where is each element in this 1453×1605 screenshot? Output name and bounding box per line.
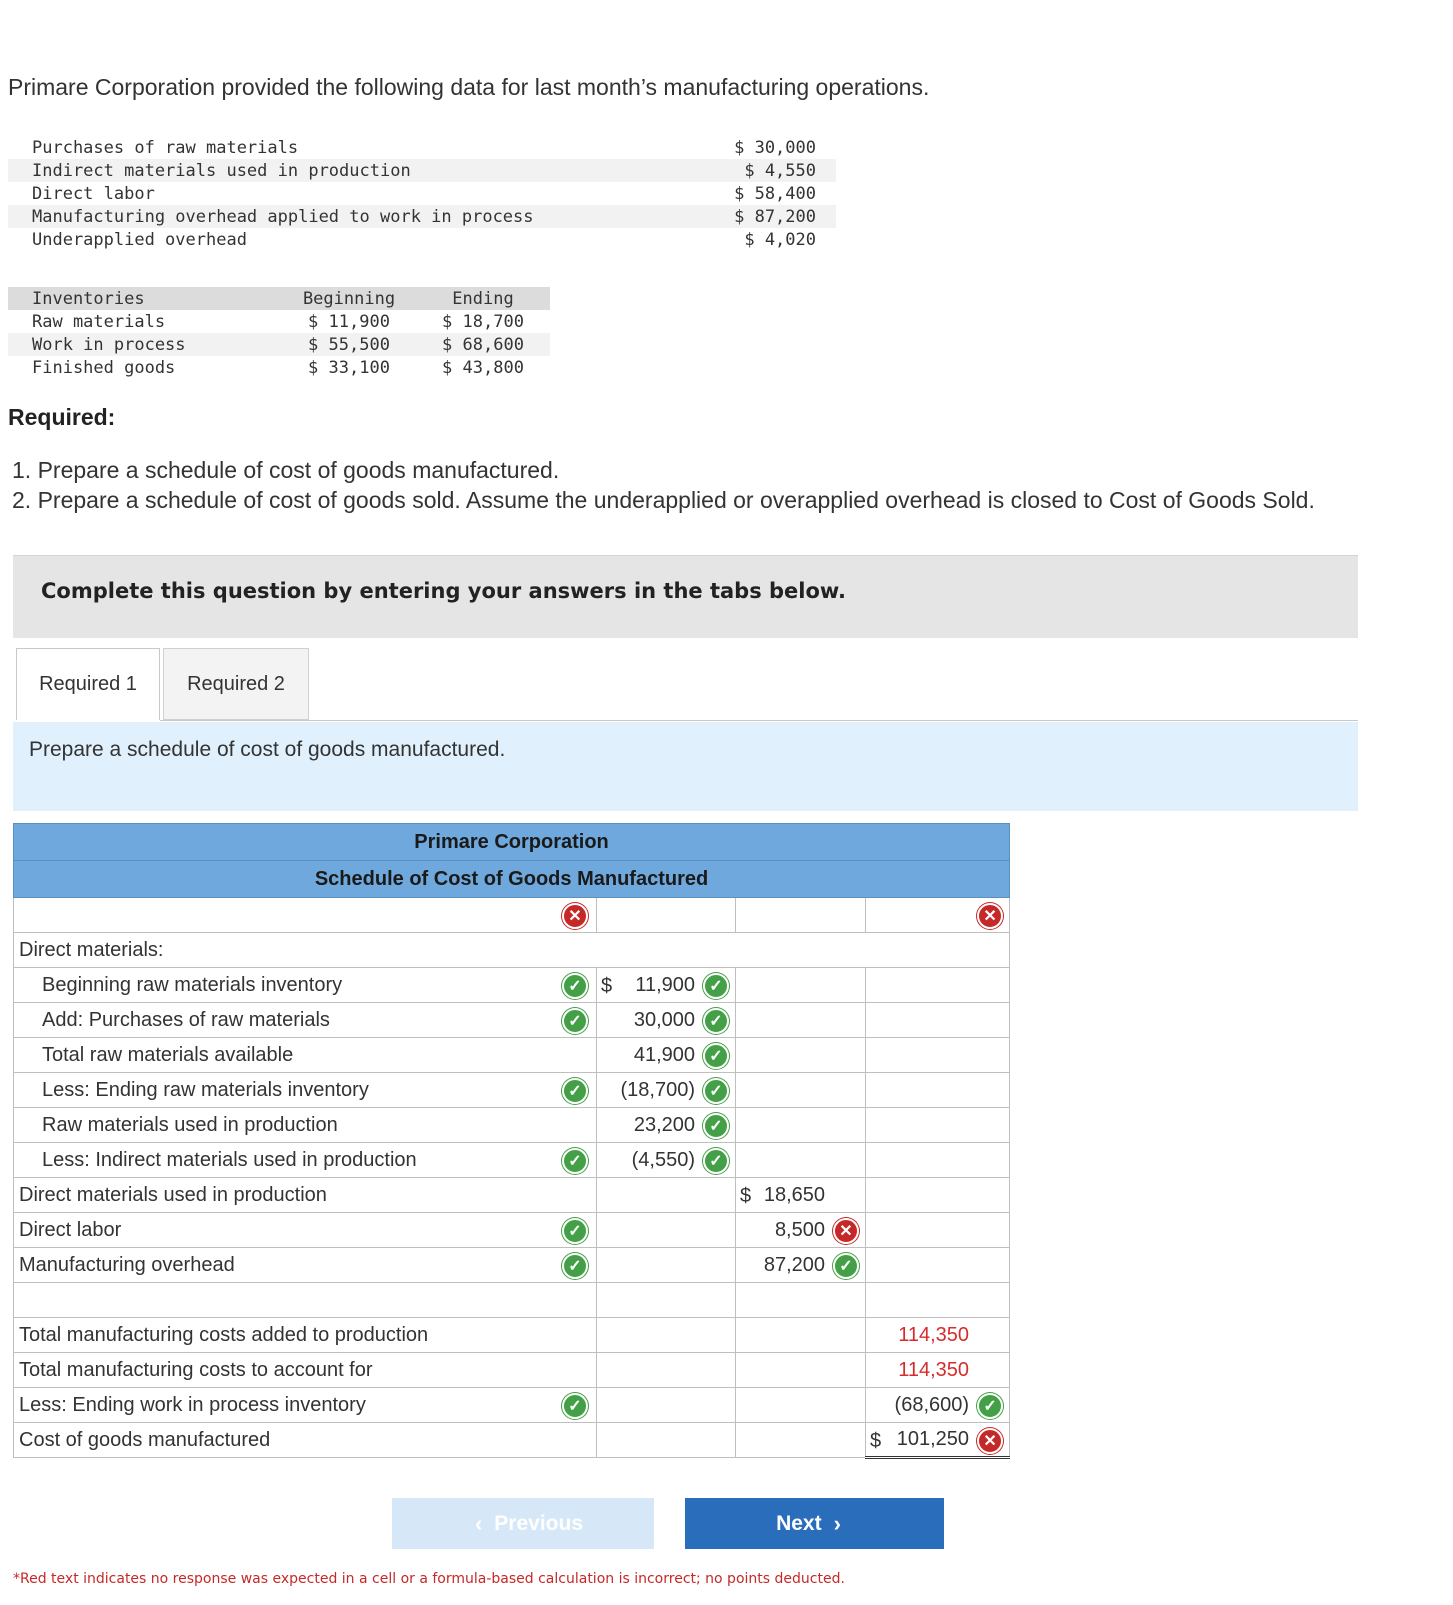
table-row [14, 1388, 1010, 1423]
blank-cell[interactable] [866, 1073, 1010, 1108]
amount-text: (4,550) [631, 1148, 695, 1171]
check-icon: ✓ [703, 1043, 729, 1069]
previous-button[interactable] [392, 1498, 654, 1549]
table-row [14, 1213, 1010, 1248]
row-label-text: Cost of goods manufactured [19, 1428, 271, 1451]
data-row [8, 182, 836, 205]
problem-intro: Primare Corporation provided the following data for last month’s manufacturing operations. [8, 74, 930, 100]
blank-cell[interactable] [866, 1108, 1010, 1143]
cost-data-table [8, 136, 836, 251]
table-row [14, 1283, 1010, 1318]
blank-cell[interactable] [736, 1388, 866, 1423]
chevron-right-icon: › [833, 1510, 841, 1536]
blank-cell[interactable] [597, 1248, 736, 1283]
tab-required-1[interactable]: Required 1 [16, 648, 160, 720]
blank-cell[interactable] [597, 1388, 736, 1423]
amount-text: (18,700) [620, 1078, 695, 1101]
table-row [14, 1073, 1010, 1108]
blank-cell[interactable] [736, 1143, 866, 1178]
check-icon: ✓ [833, 1253, 859, 1279]
instruction-panel [13, 722, 1358, 811]
table-row [14, 933, 1010, 968]
amount-input[interactable] [736, 1248, 866, 1283]
inventory-row [8, 310, 550, 333]
amount-input[interactable] [866, 1423, 1010, 1458]
inventories-header: Inventories [8, 287, 282, 310]
x-icon: ✕ [977, 903, 1003, 929]
amount-text: 30,000 [633, 1008, 695, 1031]
inventory-row [8, 356, 550, 379]
blank-cell[interactable] [866, 1213, 1010, 1248]
blank-cell[interactable] [736, 968, 866, 1003]
row-label-text: Total manufacturing costs to account for [19, 1358, 373, 1381]
row-label-input[interactable] [14, 1388, 597, 1423]
table-row [14, 1143, 1010, 1178]
amount-text: 114,350 [898, 1358, 970, 1381]
row-label [14, 1353, 597, 1388]
check-icon: ✓ [703, 973, 729, 999]
data-row [8, 136, 836, 159]
check-icon: ✓ [562, 973, 588, 999]
dollar-sign: $ [740, 1185, 752, 1207]
footnote: *Red text indicates no response was expected in a cell or a formula-based calculation is incorrect; no points deducted. [13, 1571, 845, 1587]
blank-cell[interactable] [866, 1003, 1010, 1038]
row-label [14, 1038, 597, 1073]
blank-cell[interactable] [597, 1423, 736, 1458]
row-label-text: Total manufacturing costs added to production [19, 1323, 429, 1346]
row-label-text: Direct labor [19, 1218, 122, 1241]
row-label-text: Total raw materials available [42, 1043, 294, 1066]
table-row [14, 1318, 1010, 1353]
inventory-ending: $ 18,700 [442, 311, 524, 332]
instructions-banner [13, 555, 1358, 638]
check-icon: ✓ [562, 1078, 588, 1104]
row-label-input[interactable] [14, 1248, 597, 1283]
blank-cell[interactable] [597, 1353, 736, 1388]
blank-label-input[interactable] [14, 898, 597, 933]
blank-cell[interactable] [866, 1283, 1010, 1318]
check-icon: ✓ [703, 1008, 729, 1034]
row-label [14, 1178, 597, 1213]
data-row [8, 228, 836, 251]
dollar-sign: $ [601, 975, 613, 997]
inventories-table [8, 287, 550, 379]
dollar-sign: $ [870, 1430, 882, 1452]
row-label-text: Raw materials used in production [42, 1113, 338, 1136]
data-amount: $ 4,550 [702, 159, 836, 182]
row-label-text: Manufacturing overhead [19, 1253, 235, 1276]
amount-text: 101,250 [896, 1428, 970, 1450]
ending-header: Ending [416, 287, 550, 310]
schedule-table [13, 823, 1010, 1459]
x-icon: ✕ [562, 903, 588, 929]
row-label: Direct materials: [14, 933, 1010, 968]
row-label-text: Less: Ending work in process inventory [19, 1393, 366, 1416]
blank-cell[interactable] [597, 1318, 736, 1353]
amount-text: 87,200 [763, 1253, 825, 1276]
data-label: Manufacturing overhead applied to work in process [8, 205, 702, 228]
inventory-label: Finished goods [32, 357, 176, 378]
schedule-company: Primare Corporation [14, 824, 1010, 861]
amount-input[interactable] [736, 1213, 866, 1248]
inventory-row [8, 333, 550, 356]
table-row [14, 1248, 1010, 1283]
amount-input[interactable] [866, 1353, 1010, 1388]
row-label [14, 1108, 597, 1143]
inventory-ending: $ 43,800 [442, 357, 524, 378]
beginning-header: Beginning [282, 287, 416, 310]
data-label: Purchases of raw materials [32, 137, 299, 158]
inventory-beginning: $ 33,100 [308, 357, 390, 378]
tab-divider [160, 720, 1358, 721]
required-heading: Required: [8, 404, 116, 430]
table-row [14, 1003, 1010, 1038]
data-label: Indirect materials used in production [8, 159, 702, 182]
blank-cell[interactable] [736, 1003, 866, 1038]
inventory-ending: $ 68,600 [416, 333, 550, 356]
row-label-text: Add: Purchases of raw materials [42, 1008, 330, 1031]
amount-input[interactable] [736, 1178, 866, 1213]
banner-text: Complete this question by entering your answers in the tabs below. [41, 579, 846, 603]
check-icon: ✓ [703, 1078, 729, 1104]
blank-cell[interactable] [736, 1108, 866, 1143]
tab-required-2[interactable]: Required 2 [163, 648, 309, 720]
row-label-input[interactable] [14, 968, 597, 1003]
table-row [14, 1108, 1010, 1143]
data-amount: $ 87,200 [702, 205, 836, 228]
next-label: Next [776, 1511, 822, 1535]
check-icon: ✓ [562, 1393, 588, 1419]
blank-cell[interactable] [866, 1248, 1010, 1283]
check-icon: ✓ [562, 1253, 588, 1279]
blank-cell[interactable] [736, 1283, 866, 1318]
amount-text: 114,350 [898, 1323, 970, 1346]
amount-input[interactable] [597, 1073, 736, 1108]
check-icon: ✓ [703, 1113, 729, 1139]
data-amount: $ 58,400 [734, 183, 816, 204]
amount-input[interactable] [597, 968, 736, 1003]
chevron-left-icon: ‹ [474, 1510, 483, 1536]
amount-input[interactable] [597, 1143, 736, 1178]
instruction-text: Prepare a schedule of cost of goods manufactured. [29, 738, 506, 761]
row-label-input[interactable] [14, 1003, 597, 1038]
table-row [14, 968, 1010, 1003]
blank-label-input[interactable] [14, 1283, 597, 1318]
row-label-input[interactable] [14, 1143, 597, 1178]
blank-cell[interactable] [597, 1283, 736, 1318]
table-row [14, 898, 1010, 933]
row-label-text: Direct materials used in production [19, 1183, 327, 1206]
row-label-input[interactable] [14, 1073, 597, 1108]
row-label [14, 1423, 597, 1458]
blank-cell[interactable] [866, 1178, 1010, 1213]
amount-text: (68,600) [894, 1393, 970, 1416]
check-icon: ✓ [562, 1148, 588, 1174]
blank-cell[interactable] [736, 1073, 866, 1108]
table-row [14, 1423, 1010, 1458]
row-label-text: Less: Ending raw materials inventory [42, 1078, 369, 1101]
blank-cell[interactable] [866, 1143, 1010, 1178]
schedule-title: Schedule of Cost of Goods Manufactured [14, 861, 1010, 898]
next-button[interactable] [685, 1498, 944, 1549]
amount-input[interactable] [866, 1388, 1010, 1423]
blank-cell[interactable] [736, 1318, 866, 1353]
previous-label: Previous [494, 1511, 584, 1535]
x-icon: ✕ [977, 1428, 1003, 1454]
check-icon: ✓ [977, 1393, 1003, 1419]
inventory-label: Raw materials [32, 311, 166, 332]
check-icon: ✓ [562, 1008, 588, 1034]
amount-input[interactable] [597, 1038, 736, 1073]
blank-cell[interactable] [866, 1038, 1010, 1073]
amount-text: 23,200 [633, 1113, 695, 1136]
blank-cell[interactable] [597, 898, 736, 933]
table-row [14, 1038, 1010, 1073]
data-label: Underapplied overhead [32, 229, 247, 250]
data-label: Direct labor [32, 183, 155, 204]
check-icon: ✓ [562, 1218, 588, 1244]
amount-text: 11,900 [635, 973, 695, 996]
amount-input[interactable] [866, 1318, 1010, 1353]
blank-cell[interactable] [597, 1178, 736, 1213]
required-item: 1. Prepare a schedule of cost of goods manufactured. [12, 457, 560, 483]
blank-cell[interactable] [736, 1353, 866, 1388]
required-item: 2. Prepare a schedule of cost of goods sold. Assume the underapplied or overapplied overhead is closed to Cost of Goods Sold. [12, 487, 1315, 513]
blank-cell[interactable] [736, 1423, 866, 1458]
inventory-beginning: $ 11,900 [308, 311, 390, 332]
inventory-beginning: $ 55,500 [282, 333, 416, 356]
amount-text: 41,900 [633, 1043, 695, 1066]
check-icon: ✓ [703, 1148, 729, 1174]
amount-text: 8,500 [774, 1218, 825, 1241]
blank-cell[interactable] [597, 1213, 736, 1248]
row-label-input[interactable] [14, 1213, 597, 1248]
inventories-header-row [8, 287, 550, 310]
row-label-text: Beginning raw materials inventory [42, 973, 343, 996]
data-row [8, 159, 836, 182]
amount-input[interactable] [597, 1108, 736, 1143]
x-icon: ✕ [833, 1218, 859, 1244]
blank-cell[interactable] [866, 898, 1010, 933]
data-amount: $ 30,000 [734, 137, 816, 158]
blank-cell[interactable] [736, 898, 866, 933]
inventory-label: Work in process [8, 333, 282, 356]
table-row [14, 1178, 1010, 1213]
blank-cell[interactable] [866, 968, 1010, 1003]
amount-input[interactable] [597, 1003, 736, 1038]
data-amount: $ 4,020 [744, 229, 816, 250]
required-list [12, 455, 1315, 515]
data-row [8, 205, 836, 228]
amount-text: 18,650 [763, 1183, 825, 1206]
row-label [14, 1318, 597, 1353]
row-label-text: Less: Indirect materials used in production [42, 1148, 417, 1171]
blank-cell[interactable] [736, 1038, 866, 1073]
table-row [14, 1353, 1010, 1388]
